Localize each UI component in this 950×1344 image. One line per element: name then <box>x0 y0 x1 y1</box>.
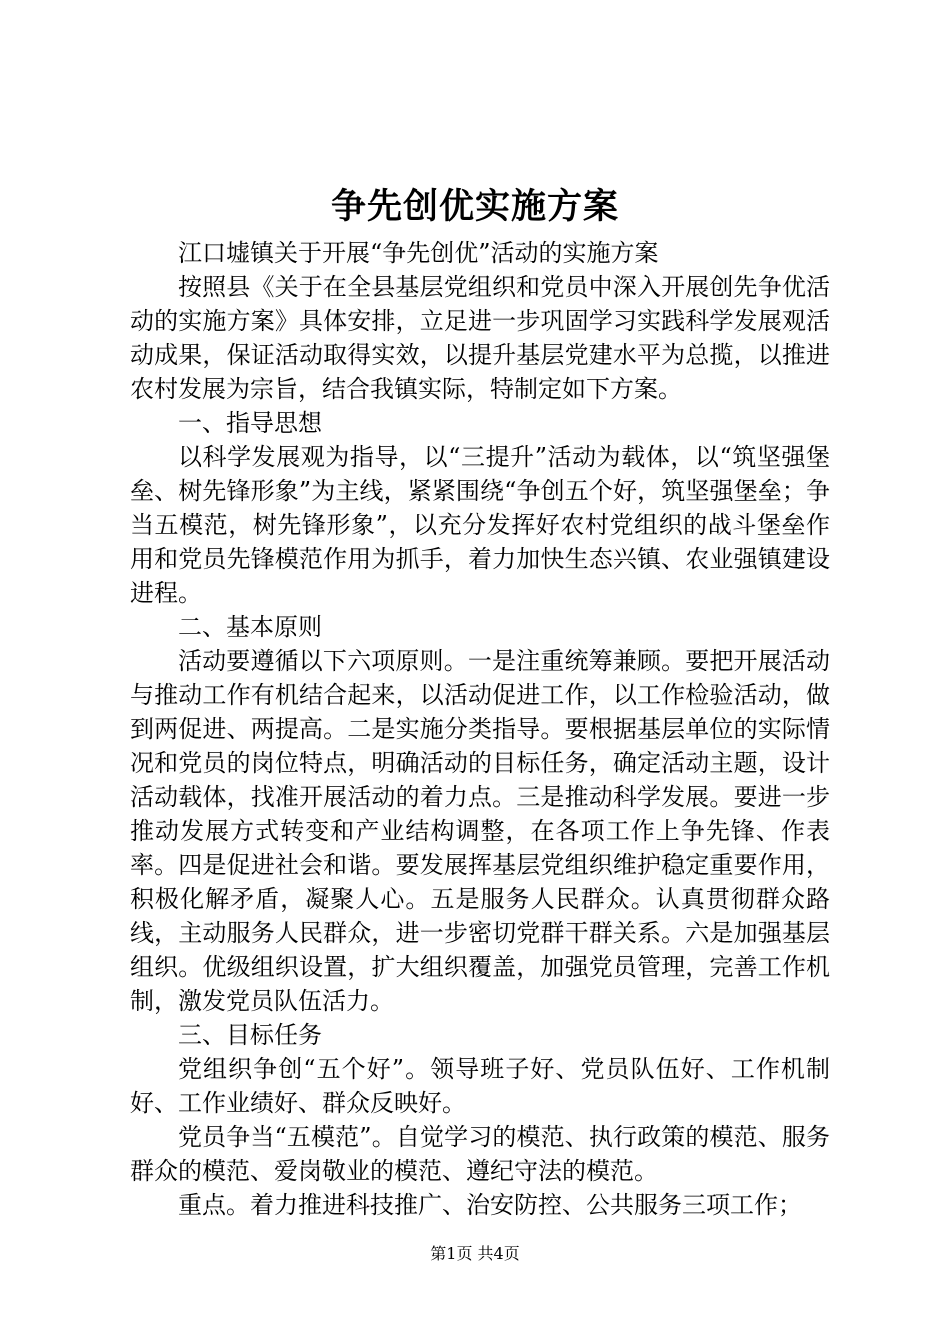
party-organization-goals-paragraph: 党组织争创“五个好”。领导班子好、党员队伍好、工作机制好、工作业绩好、群众反映好。 <box>130 1055 830 1117</box>
guiding-ideology-paragraph: 以科学发展观为指导，以“三提升”活动为载体，以“筑坚强堡垒、树先锋形象”为主线，紧紧围绕“争创五个好，筑坚强堡垒；争当五模范，树先锋形象”，以充分发挥好农村党组织的战斗堡垒作用和党员先锋模范作用为抓手，着力加快生态兴镇、农业强镇建设进程。 <box>130 443 830 607</box>
document-title: 争先创优实施方案 <box>330 186 619 227</box>
document-body <box>130 236 830 1222</box>
subtitle-paragraph: 江口墟镇关于开展“争先创优”活动的实施方案 <box>178 239 659 267</box>
page-number-footer: 第1页 共4页 <box>430 1244 520 1263</box>
section-heading-basic-principles: 二、基本原则 <box>178 613 322 641</box>
basic-principles-paragraph: 活动要遵循以下六项原则。一是注重统筹兼顾。要把开展活动与推动工作有机结合起来，以活动促进工作，以工作检验活动，做到两促进、两提高。二是实施分类指导。要根据基层单位的实际情况和党员的岗位特点，明确活动的目标任务，确定活动主题，设计活动载体，找准开展活动的着力点。三是推动科学发展。要进一步推动发展方式转变和产业结构调整，在各项工作上争先锋、作表率。四是促进社会和谐。要发展挥基层党组织维护稳定重要作用，积极化解矛盾，凝聚人心。五是服务人民群众。认真贯彻群众路线，主动服务人民群众，进一步密切党群干群关系。六是加强基层组织。优级组织设置，扩大组织覆盖，加强党员管理，完善工作机制，激发党员队伍活力。 <box>130 647 830 1015</box>
section-heading-guiding-ideology: 一、指导思想 <box>178 409 322 437</box>
key-points-paragraph: 重点。着力推进科技推广、治安防控、公共服务三项工作； <box>178 1191 802 1219</box>
intro-paragraph: 按照县《关于在全县基层党组织和党员中深入开展创先争优活动的实施方案》具体安排，立足进一步巩固学习实践科学发展观活动成果，保证活动取得实效，以提升基层党建水平为总揽，以推进农村发展为宗旨，结合我镇实际，特制定如下方案。 <box>130 273 830 403</box>
section-heading-goals-tasks: 三、目标任务 <box>178 1021 322 1049</box>
party-member-goals-paragraph: 党员争当“五模范”。自觉学习的模范、执行政策的模范、服务群众的模范、爱岗敬业的模范、遵纪守法的模范。 <box>130 1123 830 1185</box>
